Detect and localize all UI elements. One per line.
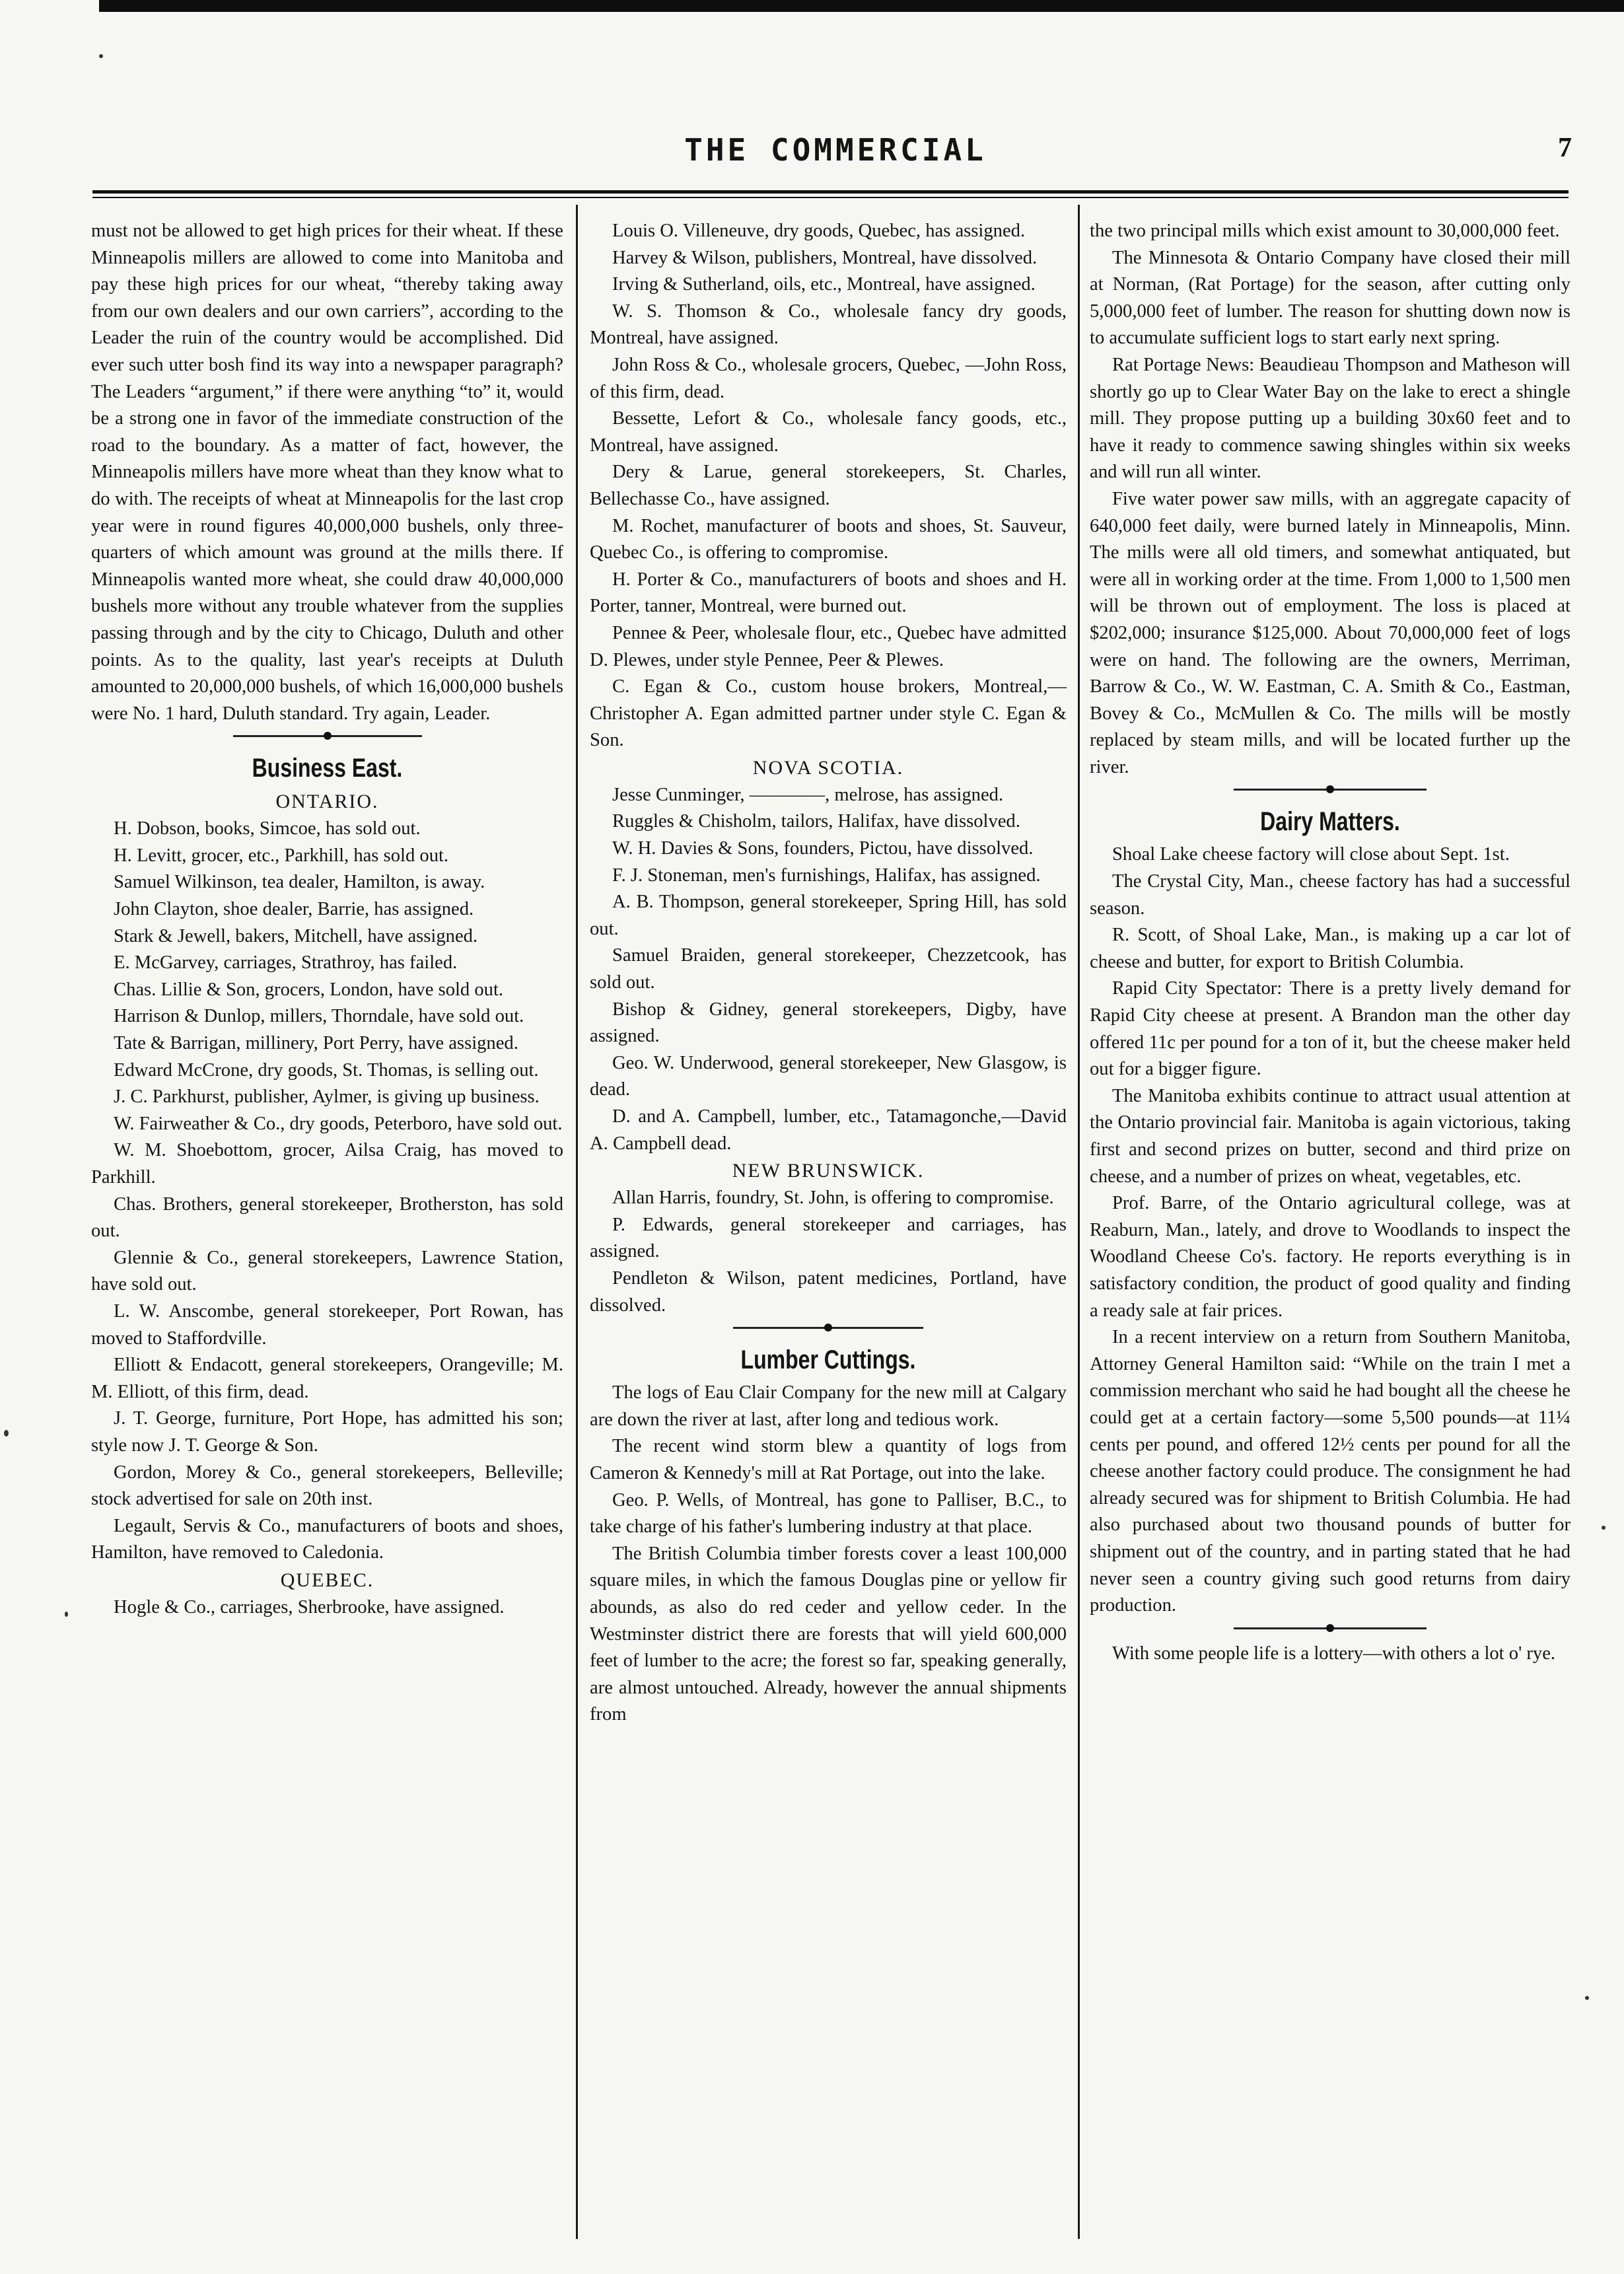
news-item: Geo. W. Underwood, general storekeeper, New Glasgow, is dead. xyxy=(590,1052,1067,1100)
subheading-new-brunswick: NEW BRUNSWICK. xyxy=(732,1160,925,1182)
column-3 xyxy=(1090,218,1571,1667)
news-item: Bishop & Gidney, general storekeepers, Digby, have assigned. xyxy=(590,999,1067,1047)
news-item: L. W. Anscombe, general storekeeper, Port Rowan, has moved to Staffordville. xyxy=(91,1300,563,1349)
news-item: H. Levitt, grocer, etc., Parkhill, has sold out. xyxy=(114,845,449,866)
news-item: D. and A. Campbell, lumber, etc., Tatamagonche,—David A. Campbell dead. xyxy=(590,1106,1067,1154)
news-item: J. C. Parkhurst, publisher, Aylmer, is giving up business. xyxy=(114,1086,540,1108)
news-item: J. T. George, furniture, Port Hope, has admitted his son; style now J. T. George & Son. xyxy=(91,1408,563,1456)
news-item: F. J. Stoneman, men's furnishings, Halifax, has assigned. xyxy=(612,865,1041,886)
news-item: Elliott & Endacott, general storekeepers, Orangeville; M. M. Elliott, of this firm, dead. xyxy=(91,1355,563,1402)
news-item: Louis O. Villeneuve, dry goods, Quebec, has assigned. xyxy=(612,221,1026,241)
page-header xyxy=(99,132,1572,172)
header-rule-thin xyxy=(92,197,1569,198)
news-item: Ruggles & Chisholm, tailors, Halifax, have dissolved. xyxy=(612,811,1020,832)
scan-speck xyxy=(1602,1526,1606,1530)
section-ornament xyxy=(590,1320,1067,1335)
section-ornament xyxy=(1090,1621,1571,1635)
news-item: The Minnesota & Ontario Company have closed their mill at Norman, (Rat Portage) for the season, after cutting only 5,000,000 feet of lumber. The reason for shutting down now is to accumulate sufficient logs to start early next spring. xyxy=(1090,247,1571,349)
subheading-ontario: ONTARIO. xyxy=(275,791,379,813)
news-item: Dery & Larue, general storekeepers, St. Charles, Bellechasse Co., have assigned. xyxy=(590,462,1067,509)
news-item: Glennie & Co., general storekeepers, Lawrence Station, have sold out. xyxy=(91,1247,563,1295)
news-item: Shoal Lake cheese factory will close about Sept. 1st. xyxy=(1112,844,1510,865)
news-item: Chas. Brothers, general storekeeper, Brotherston, has sold out. xyxy=(91,1193,563,1242)
top-edge-bar xyxy=(99,0,1624,12)
scan-speck xyxy=(65,1612,68,1617)
scan-speck xyxy=(99,54,103,58)
news-item: Legault, Servis & Co., manufacturers of boots and shoes, Hamilton, have removed to Caledonia. xyxy=(91,1515,563,1563)
news-item: Samuel Braiden, general storekeeper, Chezzetcook, has sold out. xyxy=(590,945,1067,993)
closing-quip: With some people life is a lottery—with others a lot o' rye. xyxy=(1112,1643,1556,1664)
scan-speck xyxy=(1585,1996,1589,2000)
news-item: Rapid City Spectator: There is a pretty lively demand for Rapid City cheese at present. A Brandon man the other day offered 11c per pound for a ton of it, but the cheese maker held out for a bigger figure. xyxy=(1090,978,1571,1080)
news-item: W. Fairweather & Co., dry goods, Peterboro, have sold out. xyxy=(114,1113,563,1134)
news-item: H. Porter & Co., manufacturers of boots and shoes and H. Porter, tanner, Montreal, were burned out. xyxy=(590,569,1067,617)
news-item: E. McGarvey, carriages, Strathroy, has failed. xyxy=(114,952,458,974)
column-2 xyxy=(590,218,1067,1728)
section-ornament xyxy=(91,728,563,743)
section-heading-business-east: Business East. xyxy=(252,754,403,783)
news-item: John Ross & Co., wholesale grocers, Quebec, —John Ross, of this firm, dead. xyxy=(590,354,1067,402)
news-item: Harrison & Dunlop, millers, Thorndale, have sold out. xyxy=(114,1006,524,1027)
news-item: Rat Portage News: Beaudieau Thompson and Matheson will shortly go up to Clear Water Bay on the lake to erect a shingle mill. They propose putting up a building 30x60 feet and to have it ready to commence sawing shingles within six weeks and will run all winter. xyxy=(1090,354,1571,483)
subheading-nova-scotia: NOVA SCOTIA. xyxy=(752,756,904,779)
masthead-title: THE COMMERCIAL xyxy=(684,132,987,168)
news-item: Allan Harris, foundry, St. John, is offering to compromise. xyxy=(612,1188,1054,1209)
news-item: Harvey & Wilson, publishers, Montreal, have dissolved. xyxy=(612,247,1038,268)
news-item: The Manitoba exhibits continue to attract usual attention at the Ontario provincial fair. Manitoba is again victorious, taking first and second prizes on butter, second and third prize on cheese, and a number of prizes on wheat, vegetables, etc. xyxy=(1090,1085,1571,1187)
news-item: Stark & Jewell, bakers, Mitchell, have assigned. xyxy=(114,925,478,946)
news-item: Irving & Sutherland, oils, etc., Montreal, have assigned. xyxy=(612,274,1036,295)
news-item: Hogle & Co., carriages, Sherbrooke, have assigned. xyxy=(114,1596,505,1617)
news-item: The recent wind storm blew a quantity of logs from Cameron & Kennedy's mill at Rat Portage, out into the lake. xyxy=(590,1436,1067,1483)
news-item: C. Egan & Co., custom house brokers, Montreal,—Christopher A. Egan admitted partner under style C. Egan & Son. xyxy=(590,676,1067,751)
news-item: the two principal mills which exist amount to 30,000,000 feet. xyxy=(1090,221,1560,241)
column-divider xyxy=(1078,205,1080,2239)
news-item: Pennee & Peer, wholesale flour, etc., Quebec have admitted D. Plewes, under style Pennee, Peer & Plewes. xyxy=(590,622,1067,670)
header-rule-thick xyxy=(92,190,1569,194)
news-item: A. B. Thompson, general storekeeper, Spring Hill, has sold out. xyxy=(590,892,1067,939)
editorial-paragraph: must not be allowed to get high prices for their wheat. If these Minneapolis millers are allowed to come into Manitoba and pay these high prices for our wheat, “thereby taking away from our own dealers and our own carriers”, according to the Leader the ruin of the country would be accomplished. Did ever such utter bosh find its way into a newspaper paragraph? The Leaders “argument,” if there were anything “to” it, would be a strong one in favor of the immediate construction of the road to the boundary. As a matter of fact, however, the Minneapolis millers have more wheat than they know what to do with. The receipts of wheat at Minneapolis for the last crop year were in round figures 40,000,000 bushels, only three-quarters of which amount was ground at the mills there. If Minneapolis wanted more wheat, she could draw 40,000,000 bushels more without any trouble whatever from the supplies passing through and by the city to Chicago, Duluth and other points. As to the quality, last year's receipts at Duluth amounted to 20,000,000 bushels, of which 16,000,000 bushels were No. 1 hard, Duluth standard. Try again, Leader. xyxy=(91,221,563,724)
news-item: Jesse Cunminger, ————, melrose, has assigned. xyxy=(612,784,1004,805)
news-item: W. S. Thomson & Co., wholesale fancy dry goods, Montreal, have assigned. xyxy=(590,301,1067,349)
section-heading-dairy-matters: Dairy Matters. xyxy=(1260,807,1400,837)
news-item: Samuel Wilkinson, tea dealer, Hamilton, is away. xyxy=(114,872,485,893)
news-item: Pendleton & Wilson, patent medicines, Portland, have dissolved. xyxy=(590,1267,1067,1316)
scan-speck xyxy=(4,1430,9,1437)
news-item: The British Columbia timber forests cover a least 100,000 square miles, in which the famous Douglas pine or yellow fir abounds, as also do red ceder and yellow ceder. In the Westminster district there are forests that will yield 600,000 feet of lumber to the acre; the forest so far, speaking generally, are almost untouched. Already, however the annual shipments from xyxy=(590,1543,1067,1725)
section-ornament xyxy=(1090,782,1571,797)
page-number: 7 xyxy=(1558,133,1572,163)
news-item: John Clayton, shoe dealer, Barrie, has assigned. xyxy=(114,899,474,920)
news-item: Bessette, Lefort & Co., wholesale fancy goods, etc., Montreal, have assigned. xyxy=(590,408,1067,456)
news-item: In a recent interview on a return from Southern Manitoba, Attorney General Hamilton said: “While on the train I met a commission merchant who said he had bought all the cheese he could get at a certain factory—some 5,500 pounds—at 11¼ cents per pound, and offered 12½ cents per pound for all the cheese another factory could produce. The consignment he had already secured was for shipment to British Columbia. He had also purchased about two thousand pounds of butter for shipment out of the country, and in parting stated that he had never seen a country giving such good returns from dairy production. xyxy=(1090,1327,1571,1616)
news-item: M. Rochet, manufacturer of boots and shoes, St. Sauveur, Quebec Co., is offering to compromise. xyxy=(590,515,1067,563)
news-item: Edward McCrone, dry goods, St. Thomas, is selling out. xyxy=(114,1059,539,1081)
news-item: Geo. P. Wells, of Montreal, has gone to Palliser, B.C., to take charge of his father's lumbering industry at that place. xyxy=(590,1489,1067,1538)
news-item: Five water power saw mills, with an aggregate capacity of 640,000 feet daily, were burned lately in Minneapolis, Minn. The mills were all old timers, and somewhat antiquated, but were all in working order at the time. From 1,000 to 1,500 men will be thrown out of employment. The loss is placed at $202,000; insurance $125,000. About 70,000,000 feet of logs were on hand. The following are the owners, Merriman, Barrow & Co., W. W. Eastman, C. A. Smith & Co., Eastman, Bovey & Co., McMullen & Co. The mills will be mostly replaced by steam mills, and will be located further up the river. xyxy=(1090,488,1571,777)
news-item: Chas. Lillie & Son, grocers, London, have sold out. xyxy=(114,979,504,1000)
column-1 xyxy=(91,218,563,1621)
news-item: W. M. Shoebottom, grocer, Ailsa Craig, has moved to Parkhill. xyxy=(91,1140,563,1188)
subheading-quebec: QUEBEC. xyxy=(280,1569,374,1591)
news-item: H. Dobson, books, Simcoe, has sold out. xyxy=(114,818,421,839)
news-item: W. H. Davies & Sons, founders, Pictou, have dissolved. xyxy=(612,838,1034,859)
news-item: P. Edwards, general storekeeper and carriages, has assigned. xyxy=(590,1214,1067,1262)
news-item: The Crystal City, Man., cheese factory has had a successful season. xyxy=(1090,871,1571,919)
column-divider xyxy=(576,205,578,2239)
news-item: Gordon, Morey & Co., general storekeepers, Belleville; stock advertised for sale on 20th inst. xyxy=(91,1462,563,1510)
section-heading-lumber-cuttings: Lumber Cuttings. xyxy=(740,1345,916,1375)
news-item: The logs of Eau Clair Company for the new mill at Calgary are down the river at last, after long and tedious work. xyxy=(590,1382,1067,1430)
news-item: Prof. Barre, of the Ontario agricultural college, was at Reaburn, Man., lately, and drove to Woodlands to inspect the Woodland Cheese Co's. factory. He reports everything is in satisfactory condition, the product of good quality and finding a ready sale at fair prices. xyxy=(1090,1193,1571,1321)
news-item: R. Scott, of Shoal Lake, Man., is making up a car lot of cheese and butter, for export to British Columbia. xyxy=(1090,925,1571,972)
news-item: Tate & Barrigan, millinery, Port Perry, have assigned. xyxy=(114,1033,518,1054)
